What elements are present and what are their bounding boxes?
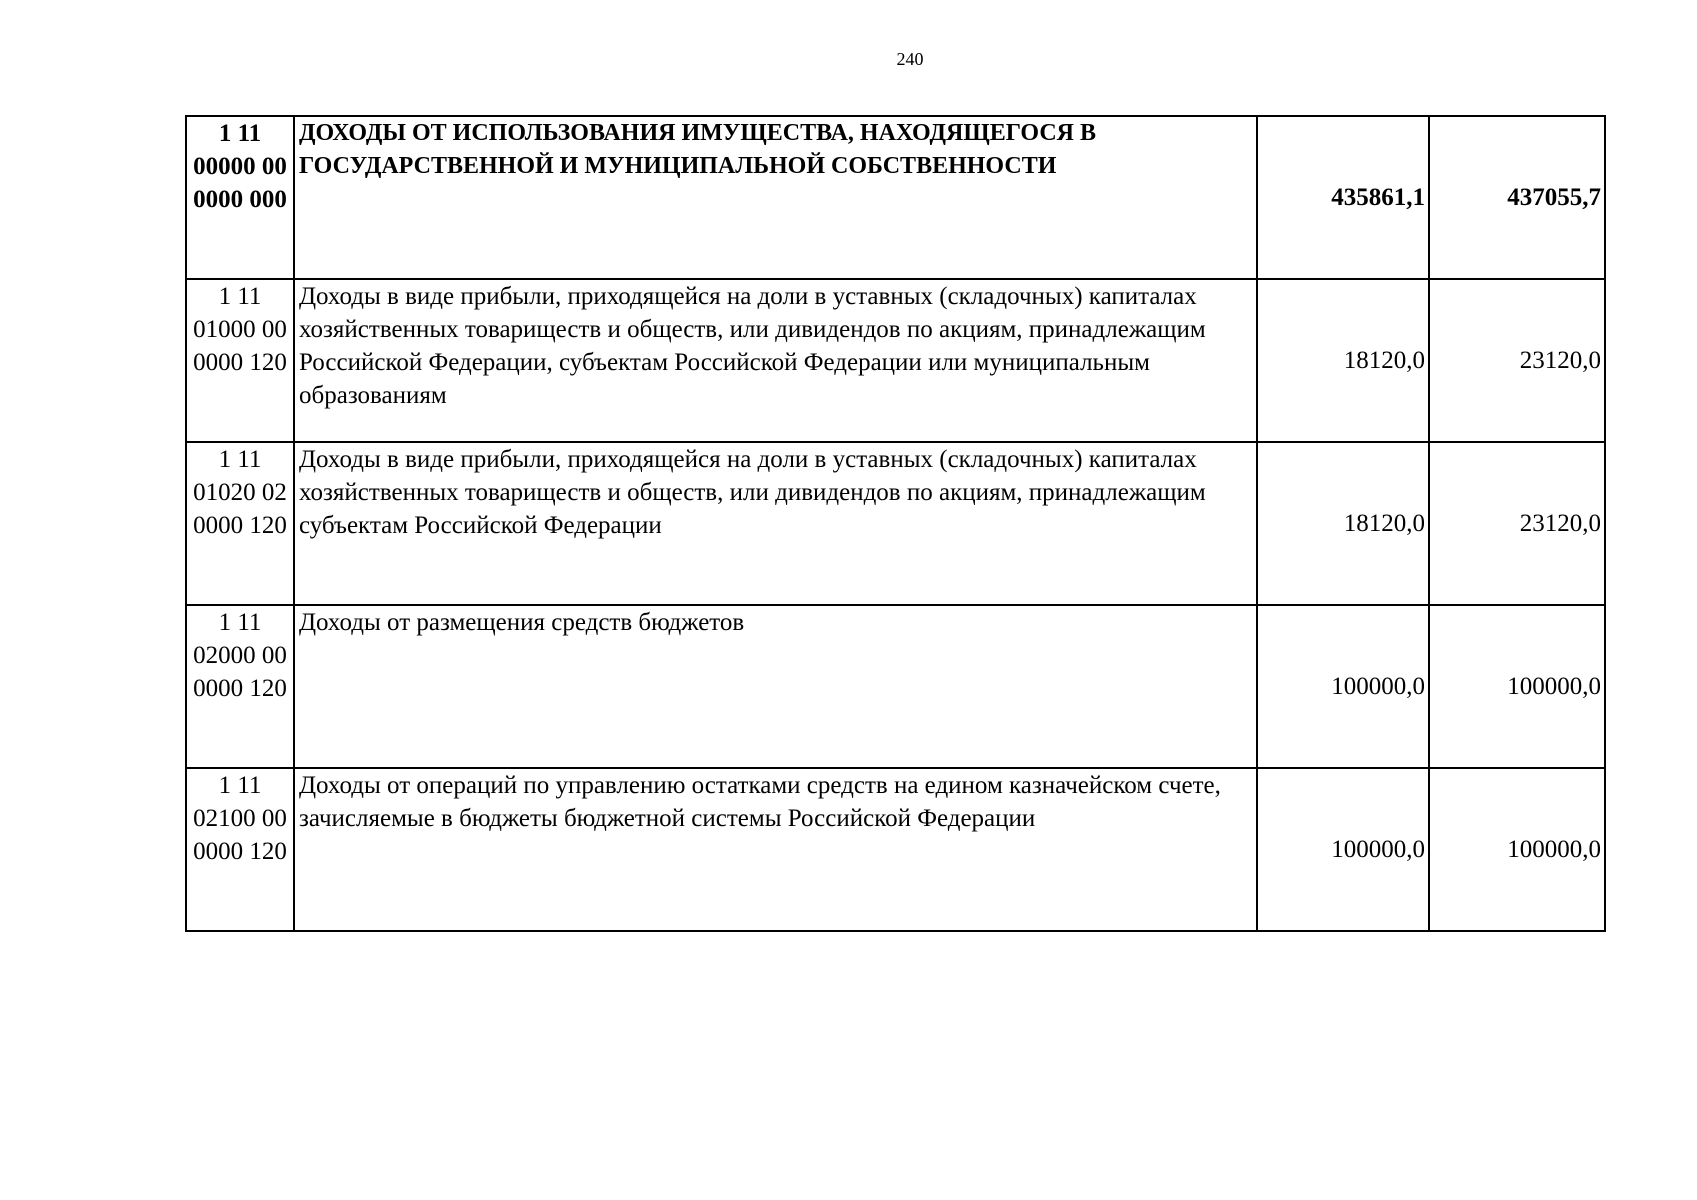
budget-code-line: 1 11 <box>218 772 262 799</box>
table-row <box>186 279 1605 442</box>
budget-code-line: 0000 000 <box>193 186 287 213</box>
amount-cell-1: 100000,0 <box>1257 605 1429 768</box>
budget-code-line: 01020 02 <box>193 479 287 506</box>
amount-cell-2: 23120,0 <box>1429 442 1605 605</box>
amount-cell-2: 100000,0 <box>1429 768 1605 931</box>
amount-cell-1: 435861,1 <box>1257 116 1429 279</box>
budget-code-line: 1 11 <box>218 609 262 636</box>
budget-code-line: 0000 120 <box>193 512 287 539</box>
table-row <box>186 116 1605 279</box>
budget-code-line: 02000 00 <box>193 642 287 669</box>
budget-code-cell <box>186 768 294 931</box>
budget-code-line: 02100 00 <box>193 805 287 832</box>
amount-cell-1: 18120,0 <box>1257 442 1429 605</box>
budget-code-cell <box>186 279 294 442</box>
budget-code-line: 1 11 <box>218 283 262 310</box>
budget-code-cell <box>186 116 294 279</box>
amount-cell-2: 100000,0 <box>1429 605 1605 768</box>
income-name-cell: ДОХОДЫ ОТ ИСПОЛЬЗОВАНИЯ ИМУЩЕСТВА, НАХОДЯЩЕГОСЯ В ГОСУДАРСТВЕННОЙ И МУНИЦИПАЛЬНОЙ СОБСТВЕННОСТИ <box>294 116 1257 279</box>
amount-cell-2: 437055,7 <box>1429 116 1605 279</box>
budget-code-line: 0000 120 <box>193 838 287 865</box>
table-row <box>186 768 1605 931</box>
amount-cell-1: 100000,0 <box>1257 768 1429 931</box>
budget-income-table <box>185 115 1606 932</box>
table-row <box>186 605 1605 768</box>
budget-code-cell <box>186 442 294 605</box>
budget-code-line: 00000 00 <box>193 153 287 180</box>
amount-cell-2: 23120,0 <box>1429 279 1605 442</box>
budget-code-line: 1 11 <box>218 446 262 473</box>
amount-cell-1: 18120,0 <box>1257 279 1429 442</box>
budget-code-line: 01000 00 <box>193 316 287 343</box>
income-name-cell: Доходы от операций по управлению остатками средств на едином казначейском счете, зачисляемые в бюджеты бюджетной системы Российской Федерации <box>294 768 1257 931</box>
budget-code-cell <box>186 605 294 768</box>
budget-code-line: 0000 120 <box>193 349 287 376</box>
page-number: 240 <box>896 49 924 69</box>
income-name-cell: Доходы от размещения средств бюджетов <box>294 605 1257 768</box>
table-row <box>186 442 1605 605</box>
income-name-cell: Доходы в виде прибыли, приходящейся на доли в уставных (складочных) капиталах хозяйственных товариществ и обществ, или дивидендов по акциям, принадлежащим Российской Федерации, субъектам Российской Федерации или муниципальным образованиям <box>294 279 1257 442</box>
income-name-cell: Доходы в виде прибыли, приходящейся на доли в уставных (складочных) капиталах хозяйственных товариществ и обществ, или дивидендов по акциям, принадлежащим субъектам Российской Федерации <box>294 442 1257 605</box>
budget-code-line: 1 11 <box>218 120 262 147</box>
budget-code-line: 0000 120 <box>193 675 287 702</box>
